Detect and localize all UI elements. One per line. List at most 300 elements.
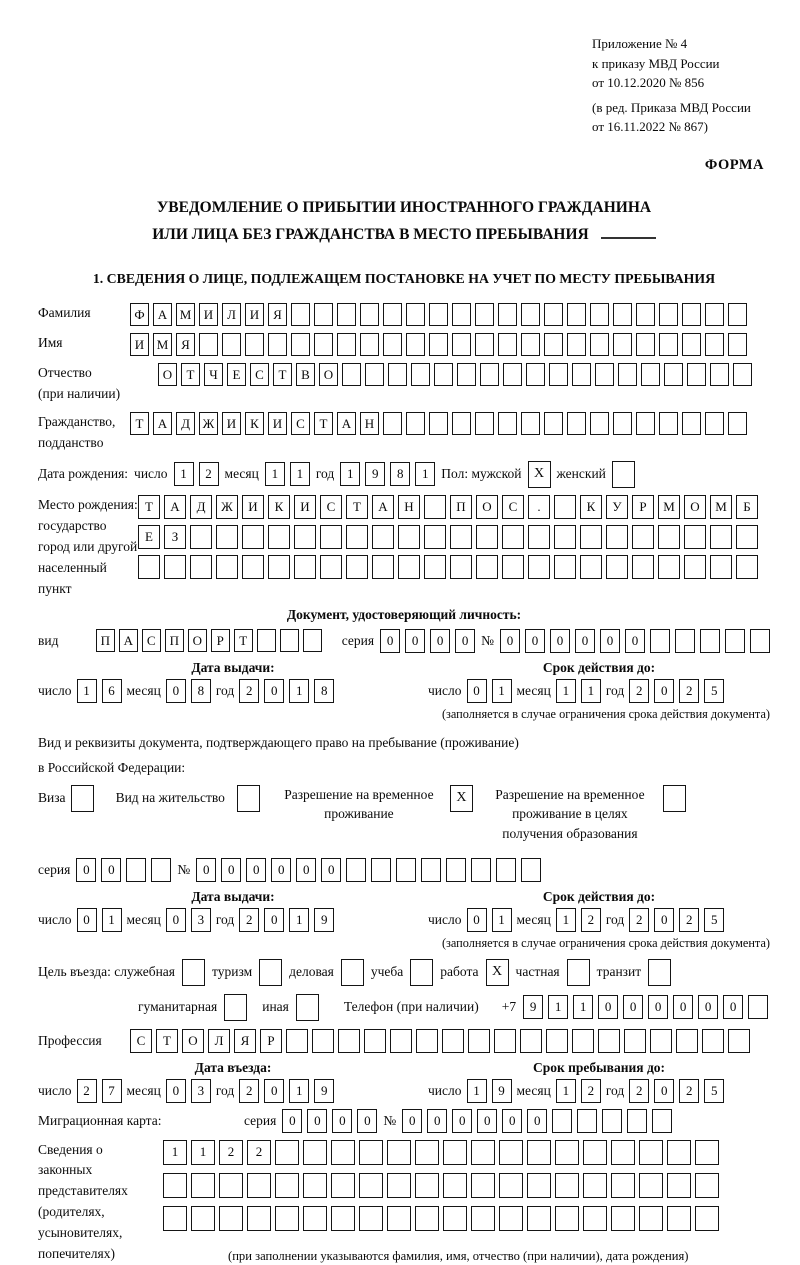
form-cell[interactable] bbox=[416, 1029, 438, 1053]
form-cell[interactable]: М bbox=[658, 495, 680, 519]
form-cell[interactable]: 1 bbox=[415, 462, 435, 486]
form-cell[interactable]: 1 bbox=[289, 1079, 309, 1103]
form-cell[interactable]: 0 bbox=[673, 995, 693, 1019]
form-cell[interactable] bbox=[346, 858, 366, 882]
form-cell[interactable] bbox=[695, 1140, 719, 1165]
form-cell[interactable] bbox=[641, 363, 660, 386]
form-cell[interactable] bbox=[247, 1206, 271, 1231]
form-cell[interactable]: В bbox=[296, 363, 315, 386]
form-cell[interactable]: 1 bbox=[581, 679, 601, 703]
form-cell[interactable]: 1 bbox=[340, 462, 360, 486]
form-cell[interactable] bbox=[471, 1173, 495, 1198]
form-cell[interactable] bbox=[728, 333, 747, 356]
form-cell[interactable] bbox=[312, 1029, 334, 1053]
form-cell[interactable] bbox=[567, 333, 586, 356]
form-cell[interactable]: Я bbox=[176, 333, 195, 356]
form-cell[interactable] bbox=[471, 1206, 495, 1231]
form-cell[interactable]: 0 bbox=[307, 1109, 327, 1133]
form-cell[interactable]: 1 bbox=[191, 1140, 215, 1165]
form-cell[interactable]: 6 bbox=[102, 679, 122, 703]
form-cell[interactable] bbox=[728, 412, 747, 435]
form-cell[interactable]: Ф bbox=[130, 303, 149, 326]
form-cell[interactable] bbox=[611, 1206, 635, 1231]
form-cell[interactable] bbox=[398, 555, 420, 579]
form-cell[interactable] bbox=[554, 555, 576, 579]
form-cell[interactable] bbox=[320, 555, 342, 579]
form-cell[interactable] bbox=[443, 1140, 467, 1165]
form-cell[interactable] bbox=[705, 303, 724, 326]
form-cell[interactable]: 0 bbox=[654, 908, 674, 932]
form-cell[interactable]: 2 bbox=[219, 1140, 243, 1165]
form-cell[interactable] bbox=[499, 1173, 523, 1198]
form-cell[interactable] bbox=[387, 1140, 411, 1165]
form-cell[interactable] bbox=[611, 1140, 635, 1165]
form-cell[interactable] bbox=[555, 1206, 579, 1231]
form-cell[interactable]: 0 bbox=[405, 629, 425, 653]
form-cell[interactable] bbox=[527, 1206, 551, 1231]
purpose-tourism-checkbox[interactable] bbox=[259, 959, 282, 986]
form-cell[interactable] bbox=[567, 412, 586, 435]
form-cell[interactable]: 0 bbox=[77, 908, 97, 932]
form-cell[interactable] bbox=[499, 1206, 523, 1231]
form-cell[interactable] bbox=[695, 1206, 719, 1231]
form-cell[interactable] bbox=[219, 1206, 243, 1231]
form-cell[interactable]: Ж bbox=[199, 412, 218, 435]
form-cell[interactable]: 0 bbox=[357, 1109, 377, 1133]
form-cell[interactable]: 1 bbox=[102, 908, 122, 932]
form-cell[interactable]: 2 bbox=[679, 679, 699, 703]
form-cell[interactable] bbox=[572, 363, 591, 386]
form-cell[interactable] bbox=[590, 333, 609, 356]
form-cell[interactable] bbox=[457, 363, 476, 386]
form-cell[interactable]: 2 bbox=[199, 462, 219, 486]
form-cell[interactable]: 9 bbox=[492, 1079, 512, 1103]
form-cell[interactable] bbox=[320, 525, 342, 549]
form-cell[interactable] bbox=[164, 555, 186, 579]
form-cell[interactable]: 9 bbox=[523, 995, 543, 1019]
form-cell[interactable]: И bbox=[294, 495, 316, 519]
form-cell[interactable]: О bbox=[158, 363, 177, 386]
form-cell[interactable]: Т bbox=[314, 412, 333, 435]
sex-female-checkbox[interactable] bbox=[612, 461, 635, 488]
form-cell[interactable] bbox=[503, 363, 522, 386]
form-cell[interactable]: 7 bbox=[102, 1079, 122, 1103]
form-cell[interactable] bbox=[658, 525, 680, 549]
form-cell[interactable]: 2 bbox=[679, 1079, 699, 1103]
form-cell[interactable] bbox=[650, 1029, 672, 1053]
form-cell[interactable]: 2 bbox=[581, 908, 601, 932]
purpose-other-checkbox[interactable] bbox=[296, 994, 319, 1021]
form-cell[interactable]: 0 bbox=[166, 908, 186, 932]
form-cell[interactable]: 2 bbox=[239, 679, 259, 703]
form-cell[interactable] bbox=[294, 555, 316, 579]
form-cell[interactable] bbox=[275, 1173, 299, 1198]
form-cell[interactable] bbox=[675, 629, 695, 653]
form-cell[interactable]: П bbox=[96, 629, 115, 652]
form-cell[interactable] bbox=[190, 555, 212, 579]
form-cell[interactable] bbox=[577, 1109, 597, 1133]
form-cell[interactable] bbox=[710, 525, 732, 549]
temp-permit-checkbox[interactable]: X bbox=[450, 785, 473, 812]
form-cell[interactable] bbox=[365, 363, 384, 386]
form-cell[interactable] bbox=[639, 1140, 663, 1165]
form-cell[interactable] bbox=[331, 1140, 355, 1165]
form-cell[interactable]: А bbox=[164, 495, 186, 519]
residence-permit-checkbox[interactable] bbox=[237, 785, 260, 812]
form-cell[interactable]: 0 bbox=[455, 629, 475, 653]
form-cell[interactable] bbox=[705, 333, 724, 356]
form-cell[interactable] bbox=[502, 555, 524, 579]
form-cell[interactable]: 0 bbox=[296, 858, 316, 882]
form-cell[interactable] bbox=[496, 858, 516, 882]
form-cell[interactable]: 8 bbox=[390, 462, 410, 486]
form-cell[interactable] bbox=[359, 1173, 383, 1198]
form-cell[interactable] bbox=[598, 1029, 620, 1053]
form-cell[interactable] bbox=[498, 333, 517, 356]
form-cell[interactable]: И bbox=[130, 333, 149, 356]
form-cell[interactable]: 1 bbox=[289, 908, 309, 932]
form-cell[interactable]: С bbox=[142, 629, 161, 652]
form-cell[interactable]: 0 bbox=[321, 858, 341, 882]
form-cell[interactable] bbox=[498, 412, 517, 435]
form-cell[interactable] bbox=[627, 1109, 647, 1133]
form-cell[interactable]: Л bbox=[222, 303, 241, 326]
form-cell[interactable] bbox=[429, 333, 448, 356]
form-cell[interactable] bbox=[372, 525, 394, 549]
form-cell[interactable] bbox=[526, 363, 545, 386]
form-cell[interactable]: Д bbox=[176, 412, 195, 435]
form-cell[interactable]: 1 bbox=[174, 462, 194, 486]
form-cell[interactable]: 0 bbox=[264, 679, 284, 703]
form-cell[interactable]: М bbox=[176, 303, 195, 326]
form-cell[interactable]: Т bbox=[273, 363, 292, 386]
form-cell[interactable] bbox=[275, 1206, 299, 1231]
form-cell[interactable] bbox=[163, 1173, 187, 1198]
form-cell[interactable] bbox=[396, 858, 416, 882]
form-cell[interactable]: 1 bbox=[265, 462, 285, 486]
form-cell[interactable] bbox=[475, 303, 494, 326]
form-cell[interactable] bbox=[682, 303, 701, 326]
form-cell[interactable] bbox=[163, 1206, 187, 1231]
form-cell[interactable]: 0 bbox=[402, 1109, 422, 1133]
form-cell[interactable] bbox=[687, 363, 706, 386]
form-cell[interactable] bbox=[499, 1140, 523, 1165]
form-cell[interactable] bbox=[383, 412, 402, 435]
form-cell[interactable] bbox=[191, 1173, 215, 1198]
form-cell[interactable] bbox=[684, 525, 706, 549]
form-cell[interactable]: П bbox=[450, 495, 472, 519]
form-cell[interactable] bbox=[257, 629, 276, 652]
form-cell[interactable] bbox=[567, 303, 586, 326]
form-cell[interactable] bbox=[390, 1029, 412, 1053]
form-cell[interactable]: Л bbox=[208, 1029, 230, 1053]
form-cell[interactable]: 0 bbox=[166, 679, 186, 703]
form-cell[interactable] bbox=[442, 1029, 464, 1053]
form-cell[interactable] bbox=[268, 525, 290, 549]
form-cell[interactable] bbox=[664, 363, 683, 386]
form-cell[interactable] bbox=[429, 412, 448, 435]
form-cell[interactable]: 1 bbox=[492, 679, 512, 703]
form-cell[interactable]: 0 bbox=[166, 1079, 186, 1103]
form-cell[interactable] bbox=[471, 1140, 495, 1165]
form-cell[interactable]: К bbox=[245, 412, 264, 435]
form-cell[interactable]: 1 bbox=[556, 679, 576, 703]
form-cell[interactable]: . bbox=[528, 495, 550, 519]
form-cell[interactable]: 9 bbox=[365, 462, 385, 486]
form-cell[interactable] bbox=[415, 1206, 439, 1231]
form-cell[interactable] bbox=[554, 495, 576, 519]
form-cell[interactable]: 2 bbox=[77, 1079, 97, 1103]
form-cell[interactable] bbox=[452, 303, 471, 326]
form-cell[interactable]: Т bbox=[156, 1029, 178, 1053]
form-cell[interactable]: 0 bbox=[264, 1079, 284, 1103]
form-cell[interactable] bbox=[549, 363, 568, 386]
form-cell[interactable]: Т bbox=[181, 363, 200, 386]
form-cell[interactable]: И bbox=[199, 303, 218, 326]
form-cell[interactable] bbox=[544, 333, 563, 356]
form-cell[interactable]: 0 bbox=[196, 858, 216, 882]
form-cell[interactable]: С bbox=[502, 495, 524, 519]
form-cell[interactable]: Т bbox=[234, 629, 253, 652]
form-cell[interactable]: С bbox=[130, 1029, 152, 1053]
form-cell[interactable] bbox=[424, 525, 446, 549]
purpose-transit-checkbox[interactable] bbox=[648, 959, 671, 986]
temp-permit-edu-checkbox[interactable] bbox=[663, 785, 686, 812]
form-cell[interactable] bbox=[728, 303, 747, 326]
form-cell[interactable] bbox=[280, 629, 299, 652]
form-cell[interactable] bbox=[242, 555, 264, 579]
form-cell[interactable]: 0 bbox=[467, 908, 487, 932]
form-cell[interactable]: К bbox=[268, 495, 290, 519]
form-cell[interactable] bbox=[314, 333, 333, 356]
form-cell[interactable]: А bbox=[119, 629, 138, 652]
form-cell[interactable] bbox=[606, 555, 628, 579]
form-cell[interactable]: 0 bbox=[654, 679, 674, 703]
form-cell[interactable]: 8 bbox=[191, 679, 211, 703]
form-cell[interactable] bbox=[572, 1029, 594, 1053]
form-cell[interactable] bbox=[450, 555, 472, 579]
form-cell[interactable] bbox=[520, 1029, 542, 1053]
form-cell[interactable] bbox=[364, 1029, 386, 1053]
form-cell[interactable] bbox=[667, 1173, 691, 1198]
form-cell[interactable]: Р bbox=[260, 1029, 282, 1053]
form-cell[interactable] bbox=[590, 412, 609, 435]
form-cell[interactable] bbox=[303, 1173, 327, 1198]
form-cell[interactable] bbox=[303, 1140, 327, 1165]
form-cell[interactable] bbox=[528, 555, 550, 579]
form-cell[interactable]: 0 bbox=[427, 1109, 447, 1133]
form-cell[interactable] bbox=[421, 858, 441, 882]
form-cell[interactable]: 0 bbox=[452, 1109, 472, 1133]
form-cell[interactable] bbox=[406, 333, 425, 356]
form-cell[interactable] bbox=[411, 363, 430, 386]
form-cell[interactable]: 1 bbox=[556, 908, 576, 932]
purpose-work-checkbox[interactable]: X bbox=[486, 959, 509, 986]
form-cell[interactable]: 2 bbox=[629, 1079, 649, 1103]
form-cell[interactable] bbox=[636, 333, 655, 356]
form-cell[interactable]: К bbox=[580, 495, 602, 519]
form-cell[interactable] bbox=[632, 525, 654, 549]
form-cell[interactable] bbox=[583, 1206, 607, 1231]
form-cell[interactable] bbox=[555, 1140, 579, 1165]
form-cell[interactable] bbox=[736, 555, 758, 579]
form-cell[interactable]: О bbox=[182, 1029, 204, 1053]
form-cell[interactable] bbox=[452, 412, 471, 435]
form-cell[interactable]: Я bbox=[268, 303, 287, 326]
form-cell[interactable]: 0 bbox=[380, 629, 400, 653]
form-cell[interactable] bbox=[471, 858, 491, 882]
form-cell[interactable]: 2 bbox=[247, 1140, 271, 1165]
form-cell[interactable] bbox=[521, 412, 540, 435]
form-cell[interactable]: 0 bbox=[430, 629, 450, 653]
form-cell[interactable]: 1 bbox=[556, 1079, 576, 1103]
purpose-business-checkbox[interactable] bbox=[341, 959, 364, 986]
form-cell[interactable] bbox=[372, 555, 394, 579]
form-cell[interactable]: 0 bbox=[625, 629, 645, 653]
form-cell[interactable] bbox=[611, 1173, 635, 1198]
form-cell[interactable] bbox=[555, 1173, 579, 1198]
form-cell[interactable]: А bbox=[372, 495, 394, 519]
form-cell[interactable]: Е bbox=[138, 525, 160, 549]
form-cell[interactable]: 1 bbox=[573, 995, 593, 1019]
form-cell[interactable]: 0 bbox=[246, 858, 266, 882]
form-cell[interactable] bbox=[268, 555, 290, 579]
form-cell[interactable]: 0 bbox=[623, 995, 643, 1019]
form-cell[interactable] bbox=[710, 363, 729, 386]
form-cell[interactable] bbox=[216, 555, 238, 579]
form-cell[interactable] bbox=[429, 303, 448, 326]
form-cell[interactable] bbox=[528, 525, 550, 549]
form-cell[interactable] bbox=[398, 525, 420, 549]
form-cell[interactable] bbox=[360, 303, 379, 326]
form-cell[interactable] bbox=[748, 995, 768, 1019]
form-cell[interactable] bbox=[618, 363, 637, 386]
form-cell[interactable] bbox=[733, 363, 752, 386]
form-cell[interactable] bbox=[359, 1206, 383, 1231]
form-cell[interactable] bbox=[639, 1173, 663, 1198]
purpose-private-checkbox[interactable] bbox=[567, 959, 590, 986]
form-cell[interactable] bbox=[639, 1206, 663, 1231]
form-cell[interactable] bbox=[595, 363, 614, 386]
form-cell[interactable] bbox=[475, 412, 494, 435]
form-cell[interactable] bbox=[387, 1206, 411, 1231]
form-cell[interactable]: С bbox=[250, 363, 269, 386]
form-cell[interactable] bbox=[705, 412, 724, 435]
form-cell[interactable]: Ж bbox=[216, 495, 238, 519]
visa-checkbox[interactable] bbox=[71, 785, 94, 812]
form-cell[interactable] bbox=[736, 525, 758, 549]
form-cell[interactable] bbox=[636, 303, 655, 326]
form-cell[interactable] bbox=[247, 1173, 271, 1198]
form-cell[interactable] bbox=[682, 333, 701, 356]
form-cell[interactable] bbox=[636, 412, 655, 435]
form-cell[interactable] bbox=[331, 1206, 355, 1231]
form-cell[interactable]: С bbox=[320, 495, 342, 519]
form-cell[interactable]: 1 bbox=[467, 1079, 487, 1103]
form-cell[interactable]: Т bbox=[346, 495, 368, 519]
form-cell[interactable]: 5 bbox=[704, 679, 724, 703]
form-cell[interactable] bbox=[303, 1206, 327, 1231]
form-cell[interactable]: 3 bbox=[191, 908, 211, 932]
form-cell[interactable]: И bbox=[245, 303, 264, 326]
form-cell[interactable]: И bbox=[268, 412, 287, 435]
form-cell[interactable]: Н bbox=[398, 495, 420, 519]
form-cell[interactable] bbox=[583, 1140, 607, 1165]
form-cell[interactable]: З bbox=[164, 525, 186, 549]
form-cell[interactable] bbox=[337, 333, 356, 356]
form-cell[interactable]: О bbox=[188, 629, 207, 652]
form-cell[interactable] bbox=[684, 555, 706, 579]
form-cell[interactable] bbox=[406, 412, 425, 435]
form-cell[interactable]: 2 bbox=[679, 908, 699, 932]
form-cell[interactable] bbox=[406, 303, 425, 326]
form-cell[interactable] bbox=[450, 525, 472, 549]
form-cell[interactable]: У bbox=[606, 495, 628, 519]
form-cell[interactable]: Я bbox=[234, 1029, 256, 1053]
form-cell[interactable]: 0 bbox=[467, 679, 487, 703]
form-cell[interactable] bbox=[667, 1206, 691, 1231]
form-cell[interactable] bbox=[138, 555, 160, 579]
form-cell[interactable] bbox=[602, 1109, 622, 1133]
form-cell[interactable] bbox=[521, 333, 540, 356]
form-cell[interactable] bbox=[554, 525, 576, 549]
form-cell[interactable] bbox=[476, 525, 498, 549]
form-cell[interactable] bbox=[695, 1173, 719, 1198]
form-cell[interactable]: 1 bbox=[492, 908, 512, 932]
form-cell[interactable] bbox=[346, 525, 368, 549]
form-cell[interactable] bbox=[750, 629, 770, 653]
form-cell[interactable]: С bbox=[291, 412, 310, 435]
form-cell[interactable] bbox=[476, 555, 498, 579]
form-cell[interactable] bbox=[415, 1173, 439, 1198]
form-cell[interactable] bbox=[434, 363, 453, 386]
form-cell[interactable] bbox=[498, 303, 517, 326]
form-cell[interactable] bbox=[286, 1029, 308, 1053]
form-cell[interactable] bbox=[242, 525, 264, 549]
form-cell[interactable]: 0 bbox=[76, 858, 96, 882]
form-cell[interactable] bbox=[360, 333, 379, 356]
form-cell[interactable]: 0 bbox=[648, 995, 668, 1019]
form-cell[interactable]: 0 bbox=[282, 1109, 302, 1133]
form-cell[interactable] bbox=[702, 1029, 724, 1053]
form-cell[interactable]: 8 bbox=[314, 679, 334, 703]
form-cell[interactable] bbox=[580, 555, 602, 579]
form-cell[interactable] bbox=[191, 1206, 215, 1231]
form-cell[interactable] bbox=[659, 303, 678, 326]
form-cell[interactable]: 0 bbox=[500, 629, 520, 653]
form-cell[interactable] bbox=[346, 555, 368, 579]
form-cell[interactable]: О bbox=[684, 495, 706, 519]
purpose-humanitarian-checkbox[interactable] bbox=[224, 994, 247, 1021]
form-cell[interactable]: 9 bbox=[314, 1079, 334, 1103]
form-cell[interactable]: И bbox=[222, 412, 241, 435]
form-cell[interactable] bbox=[452, 333, 471, 356]
form-cell[interactable] bbox=[199, 333, 218, 356]
form-cell[interactable]: 0 bbox=[264, 908, 284, 932]
form-cell[interactable] bbox=[424, 495, 446, 519]
form-cell[interactable] bbox=[613, 303, 632, 326]
form-cell[interactable] bbox=[580, 525, 602, 549]
form-cell[interactable] bbox=[546, 1029, 568, 1053]
form-cell[interactable] bbox=[521, 858, 541, 882]
form-cell[interactable]: М bbox=[710, 495, 732, 519]
form-cell[interactable] bbox=[151, 858, 171, 882]
form-cell[interactable] bbox=[725, 629, 745, 653]
form-cell[interactable]: А bbox=[337, 412, 356, 435]
form-cell[interactable]: 0 bbox=[575, 629, 595, 653]
form-cell[interactable] bbox=[544, 303, 563, 326]
form-cell[interactable]: Д bbox=[190, 495, 212, 519]
